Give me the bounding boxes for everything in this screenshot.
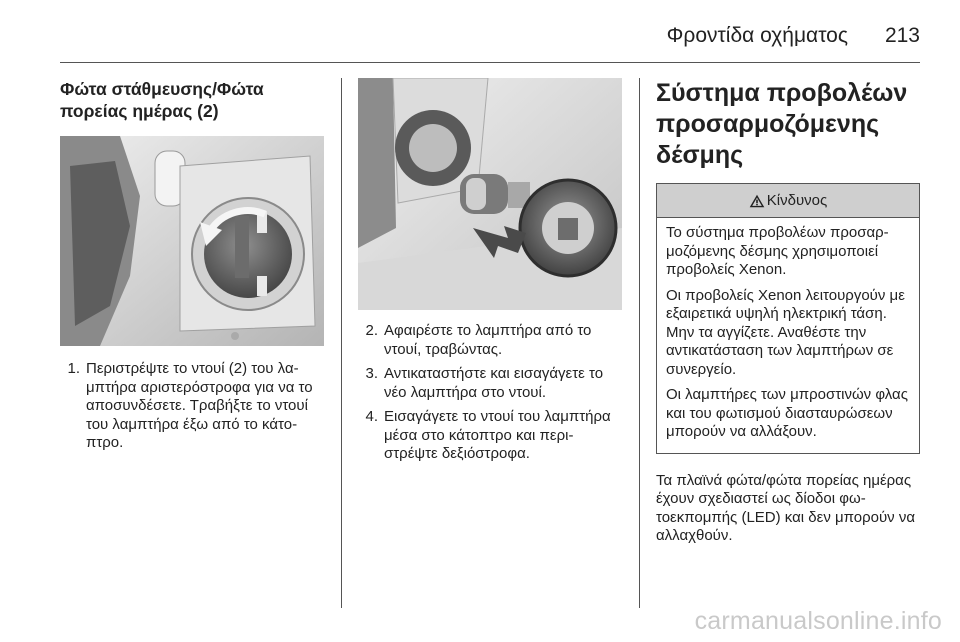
warning-content bbox=[657, 218, 919, 453]
list-item: 1. Περιστρέψτε το ντουί (2) του λαμπτήρα αριστερόστροφα για να το αποσυνδέσετε. Τραβήξτε το ντουί του λαμπτήρα έξω από το κάτοπτρο. bbox=[67, 360, 313, 451]
column-divider bbox=[341, 78, 342, 608]
warning-triangle-icon bbox=[749, 194, 765, 208]
column-divider bbox=[639, 78, 640, 608]
page-number: 213 bbox=[884, 24, 920, 47]
bulb-removal-photo bbox=[358, 78, 622, 310]
section-title: Φροντίδα οχήματος bbox=[666, 24, 848, 47]
section-heading: Φώτα στάθμευσης/Φώτα πορείας ημέρας (2) bbox=[60, 79, 264, 121]
headlamp-socket-illustration bbox=[60, 136, 324, 346]
bulb-socket-illustration bbox=[358, 78, 622, 310]
watermark: carmanualsonline.info bbox=[694, 607, 942, 635]
section-heading: Σύστημα προβολέων προσαρμοζόμενης δέσμης bbox=[656, 79, 908, 169]
list-item: 2. Αφαιρέστε το λαμπτήρα από το ντουί, τραβώντας. bbox=[365, 322, 592, 358]
list-item: 4. Εισαγάγετε το ντουί του λαμπτήρα μέσα στο κάτοπτρο και περιστρέψτε δεξιόστροφα. bbox=[365, 408, 611, 462]
header-divider bbox=[60, 62, 920, 63]
bulb-socket-photo bbox=[60, 136, 324, 346]
warning-header bbox=[657, 184, 919, 218]
warning-paragraph: Οι προβολείς Xenon λειτουργούν με εξαιρετικά υψηλή ηλεκτρική τάση. Μην τα αγγίζετε. Αναθέστε την αντικατάσταση των λαμπτήρων σε συνεργείο. bbox=[666, 286, 905, 378]
list-item: 3. Αντικαταστήστε και εισαγάγετε το νέο λαμπτήρα στο ντουί. bbox=[365, 365, 604, 401]
column-adaptive-headlights bbox=[656, 78, 920, 561]
warning-box bbox=[656, 183, 920, 454]
column-parking-lights bbox=[60, 78, 324, 459]
warning-paragraph: Οι λαμπτήρες των μπροστινών φλας και του φωτισμού διασταυρώσεων μπορούν να αλλάξουν. bbox=[666, 386, 908, 440]
steps-list bbox=[60, 360, 324, 453]
column-bulb-replacement bbox=[358, 78, 622, 470]
page-header bbox=[0, 0, 960, 62]
led-note-paragraph: Τα πλαϊνά φώτα/φώτα πορείας ημέρας έχουν σχεδιαστεί ως δίοδοι φωτοεκπομπής (LED) και δεν μπορούν να αλλαχθούν. bbox=[656, 471, 916, 544]
warning-title: Κίνδυνος bbox=[766, 192, 828, 209]
warning-paragraph: Το σύστημα προβολέων προσαρμοζόμενης δέσμης χρησιμοποιεί προβολείς Xenon. bbox=[666, 224, 889, 278]
steps-list bbox=[358, 322, 622, 464]
